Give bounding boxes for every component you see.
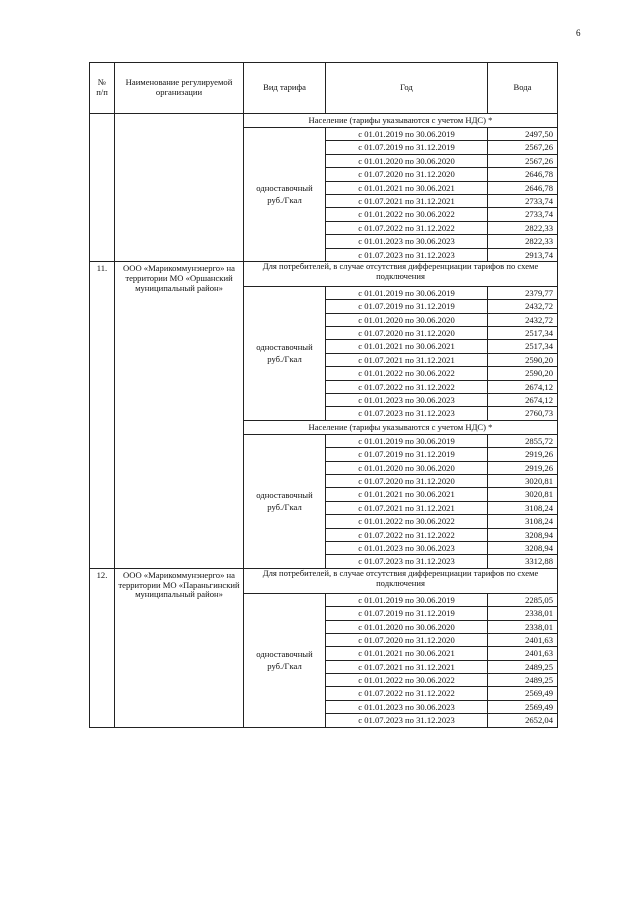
subheader-row (90, 568, 558, 593)
header-org: Наименование регулируемой организации (115, 63, 244, 114)
period-cell: с 01.07.2020 по 31.12.2020 (326, 633, 488, 646)
period-cell: с 01.07.2021 по 31.12.2021 (326, 194, 488, 207)
period-cell: с 01.01.2021 по 30.06.2021 (326, 488, 488, 501)
period-cell: с 01.07.2023 по 31.12.2023 (326, 248, 488, 261)
water-value: 2432,72 (488, 313, 558, 326)
water-value: 2760,73 (488, 407, 558, 420)
period-cell: с 01.07.2020 по 31.12.2020 (326, 168, 488, 181)
period-cell: с 01.07.2019 по 31.12.2019 (326, 448, 488, 461)
tariff-type: одноставочный руб./Гкал (244, 286, 326, 420)
period-cell: с 01.01.2019 по 30.06.2019 (326, 434, 488, 447)
water-value: 2379,77 (488, 286, 558, 299)
water-value: 2822,33 (488, 235, 558, 248)
period-cell: с 01.07.2023 по 31.12.2023 (326, 555, 488, 568)
water-value: 2822,33 (488, 221, 558, 234)
water-value: 2569,49 (488, 700, 558, 713)
water-value: 2569,49 (488, 687, 558, 700)
water-value: 2489,25 (488, 674, 558, 687)
group-subheader: Для потребителей, в случае отсутствия дифференциации тарифов по схеме подключения (244, 568, 558, 593)
period-cell: с 01.07.2022 по 31.12.2022 (326, 528, 488, 541)
period-cell: с 01.01.2022 по 30.06.2022 (326, 208, 488, 221)
water-value: 3208,94 (488, 528, 558, 541)
organization-name: ООО «Марикоммунэнерго» на территории МО «Параньгинский муниципальный район» (115, 568, 244, 727)
organization-name: ООО «Марикоммунэнерго» на территории МО «Оршанский муниципальный район» (115, 261, 244, 568)
period-cell: с 01.07.2022 по 31.12.2022 (326, 687, 488, 700)
row-number: 11. (90, 261, 115, 568)
water-value: 2733,74 (488, 208, 558, 221)
period-cell: с 01.07.2019 по 31.12.2019 (326, 141, 488, 154)
period-cell: с 01.07.2019 по 31.12.2019 (326, 300, 488, 313)
period-cell: с 01.01.2023 по 30.06.2023 (326, 394, 488, 407)
period-cell: с 01.07.2021 по 31.12.2021 (326, 353, 488, 366)
water-value: 2674,12 (488, 380, 558, 393)
water-value: 3108,24 (488, 501, 558, 514)
period-cell: с 01.01.2022 по 30.06.2022 (326, 674, 488, 687)
row-number (90, 114, 115, 262)
period-cell: с 01.01.2019 по 30.06.2019 (326, 286, 488, 299)
period-cell: с 01.01.2021 по 30.06.2021 (326, 340, 488, 353)
water-value: 2646,78 (488, 168, 558, 181)
water-value: 2646,78 (488, 181, 558, 194)
water-value: 2590,20 (488, 367, 558, 380)
water-value: 2338,01 (488, 607, 558, 620)
group-subheader: Для потребителей, в случае отсутствия дифференциации тарифов по схеме подключения (244, 261, 558, 286)
water-value: 2517,34 (488, 327, 558, 340)
period-cell: с 01.01.2020 по 30.06.2020 (326, 461, 488, 474)
period-cell: с 01.01.2022 по 30.06.2022 (326, 515, 488, 528)
water-value: 3020,81 (488, 488, 558, 501)
period-cell: с 01.01.2020 по 30.06.2020 (326, 313, 488, 326)
period-cell: с 01.01.2023 по 30.06.2023 (326, 700, 488, 713)
period-cell: с 01.01.2020 по 30.06.2020 (326, 154, 488, 167)
period-cell: с 01.07.2021 по 31.12.2021 (326, 660, 488, 673)
tariff-type: одноставочный руб./Гкал (244, 593, 326, 727)
period-cell: с 01.01.2019 по 30.06.2019 (326, 128, 488, 141)
water-value: 2401,63 (488, 633, 558, 646)
period-cell: с 01.01.2020 по 30.06.2020 (326, 620, 488, 633)
water-value: 2401,63 (488, 647, 558, 660)
water-value: 2432,72 (488, 300, 558, 313)
water-value: 3312,88 (488, 555, 558, 568)
period-cell: с 01.07.2023 по 31.12.2023 (326, 407, 488, 420)
period-cell: с 01.01.2019 по 30.06.2019 (326, 593, 488, 606)
water-value: 2913,74 (488, 248, 558, 261)
subheader-row (90, 114, 558, 128)
tariff-table (89, 62, 558, 728)
water-value: 2733,74 (488, 194, 558, 207)
row-number: 12. (90, 568, 115, 727)
period-cell: с 01.01.2023 по 30.06.2023 (326, 235, 488, 248)
period-cell: с 01.07.2021 по 31.12.2021 (326, 501, 488, 514)
header-water: Вода (488, 63, 558, 114)
water-value: 2497,50 (488, 128, 558, 141)
period-cell: с 01.07.2020 по 31.12.2020 (326, 474, 488, 487)
header-type: Вид тарифа (244, 63, 326, 114)
period-cell: с 01.07.2022 по 31.12.2022 (326, 380, 488, 393)
group-subheader: Население (тарифы указываются с учетом НДС) * (244, 420, 558, 434)
water-value: 3020,81 (488, 474, 558, 487)
period-cell: с 01.01.2021 по 30.06.2021 (326, 647, 488, 660)
water-value: 2489,25 (488, 660, 558, 673)
header-num: № п/п (90, 63, 115, 114)
tariff-type: одноставочный руб./Гкал (244, 434, 326, 568)
water-value: 2517,34 (488, 340, 558, 353)
organization-name (115, 114, 244, 262)
water-value: 2919,26 (488, 461, 558, 474)
water-value: 2567,26 (488, 141, 558, 154)
water-value: 2338,01 (488, 620, 558, 633)
water-value: 2285,05 (488, 593, 558, 606)
water-value: 2674,12 (488, 394, 558, 407)
water-value: 2590,20 (488, 353, 558, 366)
water-value: 3108,24 (488, 515, 558, 528)
period-cell: с 01.07.2023 по 31.12.2023 (326, 714, 488, 727)
water-value: 2652,04 (488, 714, 558, 727)
period-cell: с 01.07.2019 по 31.12.2019 (326, 607, 488, 620)
period-cell: с 01.01.2023 по 30.06.2023 (326, 541, 488, 554)
subheader-row (90, 261, 558, 286)
water-value: 2567,26 (488, 154, 558, 167)
tariff-type: одноставочный руб./Гкал (244, 128, 326, 262)
header-year: Год (326, 63, 488, 114)
period-cell: с 01.01.2021 по 30.06.2021 (326, 181, 488, 194)
water-value: 2919,26 (488, 448, 558, 461)
period-cell: с 01.07.2022 по 31.12.2022 (326, 221, 488, 234)
group-subheader: Население (тарифы указываются с учетом НДС) * (244, 114, 558, 128)
water-value: 3208,94 (488, 541, 558, 554)
table-header-row (90, 63, 558, 114)
water-value: 2855,72 (488, 434, 558, 447)
period-cell: с 01.01.2022 по 30.06.2022 (326, 367, 488, 380)
period-cell: с 01.07.2020 по 31.12.2020 (326, 327, 488, 340)
page-number: 6 (576, 28, 581, 38)
